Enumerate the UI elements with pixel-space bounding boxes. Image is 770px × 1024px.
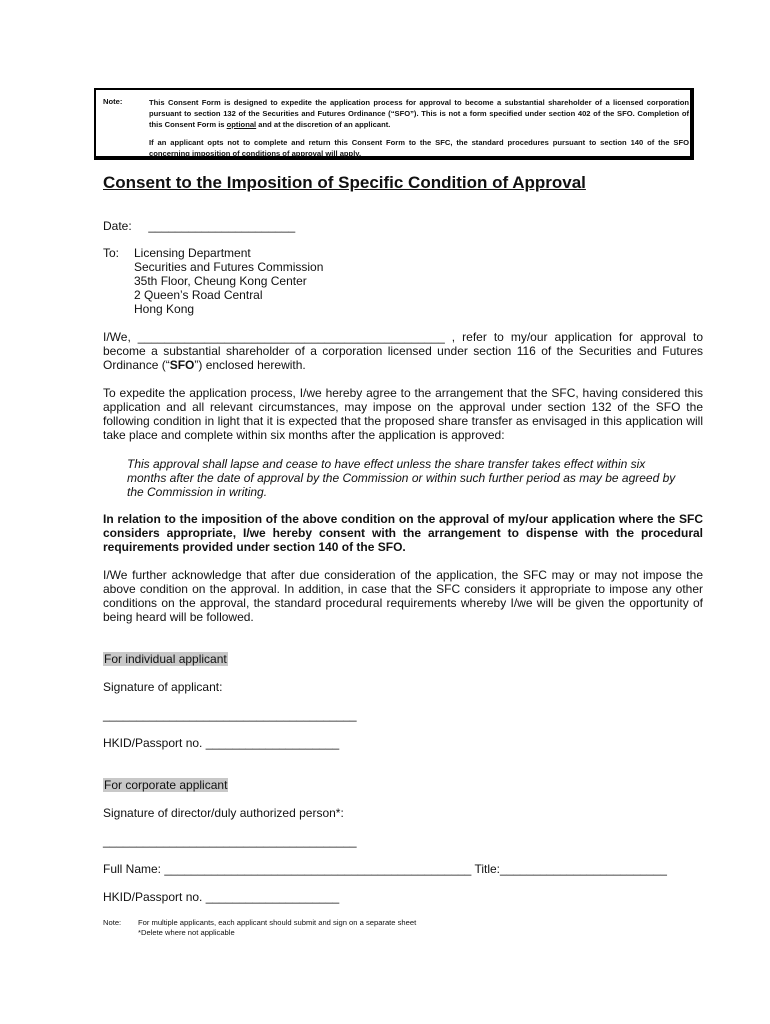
to-label: To: <box>103 246 120 260</box>
footer-note-label: Note: <box>103 918 122 927</box>
address-line: Licensing Department <box>134 246 251 260</box>
footer-note-line-1: For multiple applicants, each applicant should submit and sign on a separate sheet <box>138 918 417 927</box>
date-field-line[interactable]: Date: ______________________ <box>103 219 296 233</box>
address-line: 2 Queen’s Road Central <box>134 288 263 302</box>
note-label: Note: <box>103 97 123 106</box>
page-title: Consent to the Imposition of Specific Condition of Approval <box>103 173 586 192</box>
expedite-paragraph: To expedite the application process, I/we hereby agree to the arrangement that the SFC, having considered this application and all relevant circumstances, may impose on the approval under section 132 of the SFO the following condition in light that it is expected that the proposed share transfer as envisaged in this application will take place and complete within six months after the application is approved: <box>103 386 703 442</box>
individual-heading: For individual applicant <box>104 652 227 666</box>
consent-paragraph: In relation to the imposition of the above condition on the approval of my/our application where the SFC considers appropriate, I/we hereby consent with the arrangement to dispense with the procedural requirements provided under section 140 of the SFO. <box>103 512 703 554</box>
corporate-hkid-line[interactable]: HKID/Passport no. ____________________ <box>103 890 340 904</box>
address-line: Securities and Futures Commission <box>134 260 324 274</box>
corporate-signature-label: Signature of director/duly authorized person*: <box>103 806 344 820</box>
condition-text: This approval shall lapse and cease to have effect unless the share transfer takes effect within six months after the date of approval by the Commission or within such further period as may be agreed by the Commission in writing. <box>127 457 676 499</box>
note-paragraph-2: If an applicant opts not to complete and return this Consent Form to the SFC, the standard procedures pursuant to section 140 of the SFO concerning imposition of conditions of approval will apply. <box>149 138 689 158</box>
full-name-title-line[interactable]: Full Name: ______________________________________________ Title:_________________________ <box>103 862 667 876</box>
optional-underlined: optional <box>226 120 257 129</box>
individual-hkid-line[interactable]: HKID/Passport no. ____________________ <box>103 736 340 750</box>
corporate-heading: For corporate applicant <box>104 778 228 792</box>
address-block <box>134 246 323 316</box>
individual-signature-label: Signature of applicant: <box>103 680 223 694</box>
address-line: Hong Kong <box>134 302 195 316</box>
note-paragraph-1: This Consent Form is designed to expedite the application process for approval to become a substantial shareholder of a licensed corporation pursuant to section 132 of the Securities and Futures Ordinance (“SFO”). This is not a form specified under section 402 of the SFO. Completion of this Consent Form is optional and at the discretion of an applicant. <box>149 98 689 129</box>
iwe-paragraph: I/We, ______________________________________________ , refer to my/our application for approval to become a substantial shareholder of a corporation licensed under section 116 of the Securities and Futures Ordinance (“SFO”) enclosed herewith. <box>103 330 703 372</box>
acknowledge-paragraph: I/We further acknowledge that after due consideration of the application, the SFC may or may not impose the above condition on the approval. In addition, in case that the SFC considers it appropriate to impose any other conditions on the approval, the standard procedural requirements whereby I/we will be given the opportunity of being heard will be followed. <box>103 568 703 624</box>
address-line: 35th Floor, Cheung Kong Center <box>134 274 307 288</box>
corporate-signature-line[interactable]: ______________________________________ <box>103 834 357 848</box>
individual-signature-line[interactable]: ______________________________________ <box>103 708 357 722</box>
footer-note-line-2: *Delete where not applicable <box>138 928 235 937</box>
